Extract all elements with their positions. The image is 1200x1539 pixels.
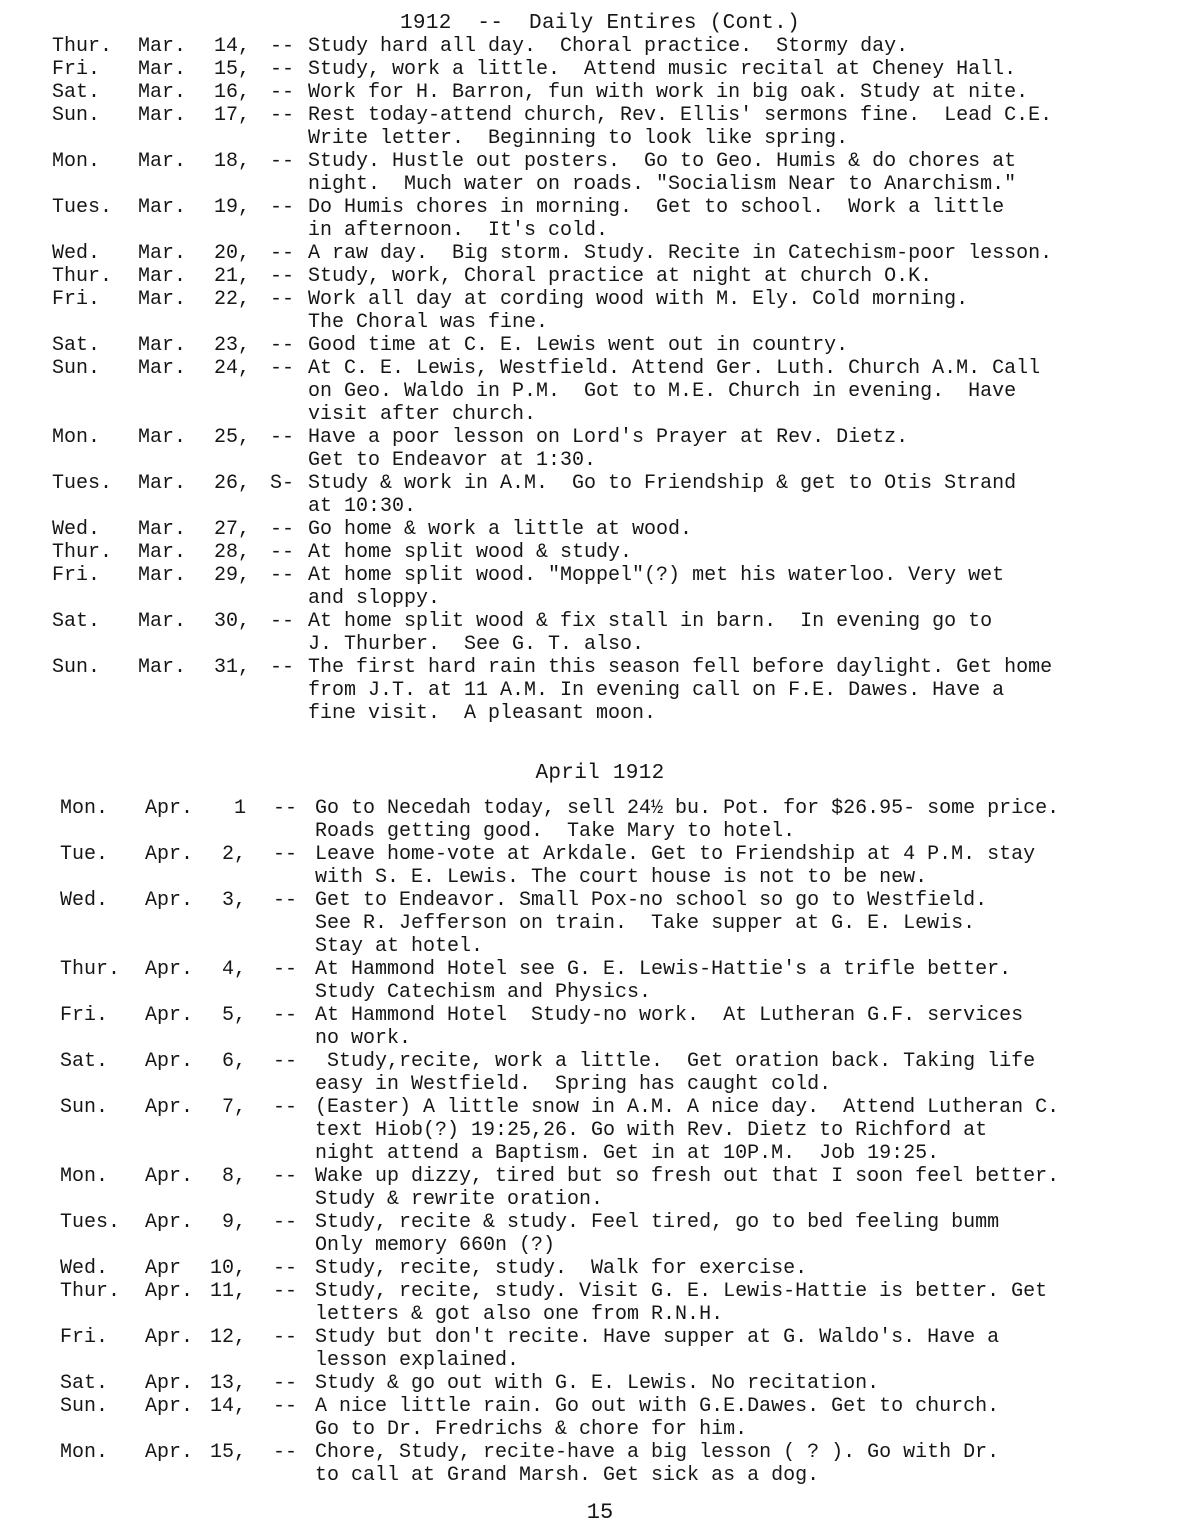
entry-day: Fri.: [52, 564, 101, 587]
page-number: 15: [586, 1500, 614, 1525]
entry-text-line: text Hiob(?) 19:25,26. Go with Rev. Dietz to Richford at: [315, 1119, 988, 1142]
entry-text: [308, 541, 1200, 564]
entry-text-line: Wake up dizzy, tired but so fresh out that I soon feel better.: [315, 1165, 1060, 1188]
entry-separator: --: [273, 958, 298, 981]
entry-text-line: from J.T. at 11 A.M. In evening call on F.E. Dawes. Have a: [308, 679, 1005, 702]
entry-month: Mar.: [138, 288, 187, 311]
entry-date: 20,: [213, 242, 250, 265]
diary-entry: [0, 1096, 1200, 1165]
entry-month: Mar.: [138, 564, 187, 587]
entry-month: Mar.: [138, 334, 187, 357]
entry-text-line: Study, recite, study. Visit G. E. Lewis-Hattie is better. Get: [315, 1280, 1048, 1303]
entry-separator: --: [273, 889, 298, 912]
entry-text-line: (Easter) A little snow in A.M. A nice day. Attend Lutheran C.: [315, 1096, 1060, 1119]
entry-text: [308, 35, 1200, 58]
entry-text-line: with S. E. Lewis. The court house is not to be new.: [315, 866, 928, 889]
entry-date: 22,: [213, 288, 250, 311]
entry-text-line: visit after church.: [308, 403, 537, 426]
entry-text-line: Only memory 660n (?): [315, 1234, 556, 1257]
entry-text-line: At home split wood & study.: [308, 541, 633, 564]
entry-month: Apr: [145, 1257, 182, 1280]
entry-separator: --: [270, 58, 295, 81]
entry-separator: --: [273, 1211, 298, 1234]
diary-entry: [0, 1211, 1200, 1257]
entry-month: Mar.: [138, 104, 187, 127]
entry-text: [315, 843, 1200, 889]
diary-entry: [0, 1441, 1200, 1487]
entry-separator: --: [270, 35, 295, 58]
entry-text-line: Go home & work a little at wood.: [308, 518, 693, 541]
entry-separator: --: [270, 656, 295, 679]
entry-day: Sun.: [52, 104, 101, 127]
diary-entry: [0, 357, 1200, 426]
diary-entry: [0, 35, 1200, 58]
entry-text: [315, 1096, 1200, 1165]
entry-month: Mar.: [138, 35, 187, 58]
entry-day: Mon.: [60, 1165, 109, 1188]
entry-separator: --: [273, 1395, 298, 1418]
entry-separator: S-: [270, 472, 295, 495]
entry-day: Sat.: [60, 1372, 109, 1395]
entry-text-line: fine visit. A pleasant moon.: [308, 702, 657, 725]
entry-month: Apr.: [145, 889, 194, 912]
diary-entry: [0, 334, 1200, 357]
entry-text: [315, 1050, 1200, 1096]
march-heading: 1912 -- Daily Entires (Cont.): [400, 12, 800, 35]
entry-date: 19,: [213, 196, 250, 219]
entry-month: Mar.: [138, 541, 187, 564]
entry-date: 8,: [221, 1165, 246, 1188]
entry-separator: --: [270, 104, 295, 127]
entry-separator: --: [270, 357, 295, 380]
entry-month: Apr.: [145, 1165, 194, 1188]
entry-date: 5,: [221, 1004, 246, 1027]
entry-day: Tues.: [52, 472, 113, 495]
entry-text-line: Roads getting good. Take Mary to hotel.: [315, 820, 796, 843]
diary-entry: [0, 1257, 1200, 1280]
entry-text: [308, 357, 1200, 426]
diary-entry: [0, 889, 1200, 958]
diary-entry: [0, 1326, 1200, 1372]
entry-separator: --: [270, 541, 295, 564]
entry-day: Wed.: [52, 242, 101, 265]
entry-text-line: Leave home-vote at Arkdale. Get to Friendship at 4 P.M. stay: [315, 843, 1036, 866]
entry-text-line: and sloppy.: [308, 587, 441, 610]
entry-month: Mar.: [138, 196, 187, 219]
entry-day: Sat.: [52, 81, 101, 104]
entry-text-line: Study, recite & study. Feel tired, go to bed feeling bumm: [315, 1211, 1000, 1234]
entry-day: Sun.: [52, 357, 101, 380]
entry-date: 25,: [213, 426, 250, 449]
diary-entry: [0, 265, 1200, 288]
entry-text-line: Study hard all day. Choral practice. Stormy day.: [308, 35, 909, 58]
entry-separator: --: [270, 242, 295, 265]
entry-day: Sat.: [60, 1050, 109, 1073]
entry-day: Thur.: [60, 1280, 121, 1303]
entry-separator: --: [270, 150, 295, 173]
entry-date: 15,: [209, 1441, 246, 1464]
entry-text-line: Study & work in A.M. Go to Friendship & get to Otis Strand: [308, 472, 1017, 495]
entry-text-line: Study, work a little. Attend music recital at Cheney Hall.: [308, 58, 1017, 81]
entry-separator: --: [273, 843, 298, 866]
entry-separator: --: [270, 265, 295, 288]
entry-day: Thur.: [60, 958, 121, 981]
entry-separator: --: [273, 1257, 298, 1280]
entry-date: 14,: [213, 35, 250, 58]
entry-text-line: A nice little rain. Go out with G.E.Dawes. Get to church.: [315, 1395, 1000, 1418]
entry-day: Thur.: [52, 541, 113, 564]
entry-month: Mar.: [138, 472, 187, 495]
entry-separator: --: [273, 1326, 298, 1349]
entry-separator: --: [273, 797, 298, 820]
entry-text-line: Have a poor lesson on Lord's Prayer at Rev. Dietz.: [308, 426, 909, 449]
diary-entry: [0, 242, 1200, 265]
entry-date: 24,: [213, 357, 250, 380]
entry-date: 4,: [221, 958, 246, 981]
entry-date: 26,: [213, 472, 250, 495]
diary-entry: [0, 518, 1200, 541]
entry-text-line: Study,recite, work a little. Get oration back. Taking life: [315, 1050, 1036, 1073]
entry-text: [308, 265, 1200, 288]
entry-month: Mar.: [138, 610, 187, 633]
entry-separator: --: [273, 1372, 298, 1395]
entry-separator: --: [270, 196, 295, 219]
entry-text-line: night. Much water on roads. "Socialism Near to Anarchism.": [308, 173, 1017, 196]
entry-separator: --: [270, 288, 295, 311]
entry-text-line: Work for H. Barron, fun with work in big oak. Study at nite.: [308, 81, 1029, 104]
entry-separator: --: [270, 564, 295, 587]
entry-text-line: See R. Jefferson on train. Take supper at G. E. Lewis.: [315, 912, 976, 935]
entry-text-line: Stay at hotel.: [315, 935, 484, 958]
entry-text-line: letters & got also one from R.N.H.: [315, 1303, 724, 1326]
entry-text: [315, 1395, 1200, 1441]
entry-text-line: to call at Grand Marsh. Get sick as a dog.: [315, 1464, 820, 1487]
entry-text-line: night attend a Baptism. Get in at 10P.M. Job 19:25.: [315, 1142, 940, 1165]
entry-text-line: Get to Endeavor. Small Pox-no school so go to Westfield.: [315, 889, 988, 912]
entry-day: Fri.: [52, 288, 101, 311]
entry-text: [315, 1211, 1200, 1257]
entry-text-line: A raw day. Big storm. Study. Recite in Catechism-poor lesson.: [308, 242, 1053, 265]
entry-month: Mar.: [138, 357, 187, 380]
entry-text: [315, 1326, 1200, 1372]
entry-text-line: Rest today-attend church, Rev. Ellis' sermons fine. Lead C.E.: [308, 104, 1053, 127]
entry-month: Apr.: [145, 1004, 194, 1027]
entry-separator: --: [270, 518, 295, 541]
entry-text-line: Study & go out with G. E. Lewis. No recitation.: [315, 1372, 880, 1395]
entry-day: Mon.: [52, 426, 101, 449]
entry-date: 16,: [213, 81, 250, 104]
entry-month: Mar.: [138, 81, 187, 104]
entry-date: 12,: [209, 1326, 246, 1349]
entry-text-line: Go to Necedah today, sell 24½ bu. Pot. for $26.95- some price.: [315, 797, 1060, 820]
entry-text: [315, 1441, 1200, 1487]
diary-entry: [0, 288, 1200, 334]
entry-day: Fri.: [52, 58, 101, 81]
entry-text: [308, 656, 1200, 725]
entry-text-line: The first hard rain this season fell before daylight. Get home: [308, 656, 1053, 679]
entry-day: Wed.: [60, 889, 109, 912]
entry-text-line: easy in Westfield. Spring has caught cold.: [315, 1073, 832, 1096]
diary-entry: [0, 1004, 1200, 1050]
entry-text-line: Good time at C. E. Lewis went out in country.: [308, 334, 849, 357]
diary-entry: [0, 656, 1200, 725]
entry-day: Mon.: [60, 797, 109, 820]
entry-date: 14,: [209, 1395, 246, 1418]
entry-text-line: no work.: [315, 1027, 412, 1050]
entry-text-line: Do Humis chores in morning. Get to school. Work a little: [308, 196, 1005, 219]
entry-text: [315, 889, 1200, 958]
entry-text: [308, 564, 1200, 610]
entry-text: [308, 58, 1200, 81]
entry-text-line: The Choral was fine.: [308, 311, 549, 334]
entry-month: Mar.: [138, 58, 187, 81]
entry-date: 21,: [213, 265, 250, 288]
entry-text-line: At home split wood & fix stall in barn. In evening go to: [308, 610, 993, 633]
entry-date: 11,: [209, 1280, 246, 1303]
entry-date: 3,: [221, 889, 246, 912]
march-entries: [0, 35, 1200, 725]
entry-text: [308, 242, 1200, 265]
entry-text-line: At home split wood. "Moppel"(?) met his waterloo. Very wet: [308, 564, 1005, 587]
entry-separator: --: [273, 1096, 298, 1119]
entry-month: Mar.: [138, 426, 187, 449]
entry-date: 1: [233, 797, 246, 820]
entry-date: 29,: [213, 564, 250, 587]
entry-month: Mar.: [138, 265, 187, 288]
diary-entry: [0, 472, 1200, 518]
entry-day: Mon.: [60, 1441, 109, 1464]
entry-separator: --: [273, 1280, 298, 1303]
entry-text: [308, 288, 1200, 334]
diary-entry: [0, 1050, 1200, 1096]
entry-month: Apr.: [145, 1050, 194, 1073]
entry-day: Tues.: [60, 1211, 121, 1234]
entry-day: Fri.: [60, 1004, 109, 1027]
entry-month: Apr.: [145, 1372, 194, 1395]
entry-month: Apr.: [145, 843, 194, 866]
entry-text-line: At C. E. Lewis, Westfield. Attend Ger. Luth. Church A.M. Call: [308, 357, 1041, 380]
entry-text: [308, 610, 1200, 656]
diary-entry: [0, 541, 1200, 564]
entry-month: Apr.: [145, 1096, 194, 1119]
entry-text: [308, 334, 1200, 357]
entry-day: Wed.: [60, 1257, 109, 1280]
diary-entry: [0, 797, 1200, 843]
entry-text: [308, 196, 1200, 242]
entry-text-line: J. Thurber. See G. T. also.: [308, 633, 645, 656]
entry-text-line: lesson explained.: [315, 1349, 520, 1372]
diary-entry: [0, 564, 1200, 610]
entry-month: Apr.: [145, 1326, 194, 1349]
entry-text: [308, 150, 1200, 196]
entry-text-line: At Hammond Hotel see G. E. Lewis-Hattie's a trifle better.: [315, 958, 1012, 981]
diary-entry: [0, 610, 1200, 656]
entry-separator: --: [270, 334, 295, 357]
entry-month: Apr.: [145, 1441, 194, 1464]
entry-text: [308, 472, 1200, 518]
entry-text-line: Work all day at cording wood with M. Ely. Cold morning.: [308, 288, 969, 311]
entry-month: Mar.: [138, 518, 187, 541]
entry-day: Tue.: [60, 843, 109, 866]
entry-separator: --: [270, 426, 295, 449]
entry-date: 30,: [213, 610, 250, 633]
entry-date: 6,: [221, 1050, 246, 1073]
entry-text-line: on Geo. Waldo in P.M. Got to M.E. Church in evening. Have: [308, 380, 1017, 403]
entry-date: 31,: [213, 656, 250, 679]
diary-entry: [0, 58, 1200, 81]
entry-day: Sat.: [52, 334, 101, 357]
diary-entry: [0, 196, 1200, 242]
entry-text-line: Study & rewrite oration.: [315, 1188, 604, 1211]
entry-separator: --: [273, 1441, 298, 1464]
entry-day: Fri.: [60, 1326, 109, 1349]
entry-text-line: Study, recite, study. Walk for exercise.: [315, 1257, 808, 1280]
entry-day: Sun.: [60, 1096, 109, 1119]
entry-month: Mar.: [138, 150, 187, 173]
april-heading: April 1912: [535, 762, 665, 785]
entry-day: Tues.: [52, 196, 113, 219]
entry-text-line: in afternoon. It's cold.: [308, 219, 609, 242]
entry-text-line: Go to Dr. Fredrichs & chore for him.: [315, 1418, 748, 1441]
entry-day: Wed.: [52, 518, 101, 541]
diary-entry: [0, 150, 1200, 196]
entry-text-line: Study Catechism and Physics.: [315, 981, 652, 1004]
diary-entry: [0, 1372, 1200, 1395]
diary-entry: [0, 81, 1200, 104]
entry-text-line: Study. Hustle out posters. Go to Geo. Humis & do chores at: [308, 150, 1017, 173]
diary-entry: [0, 1165, 1200, 1211]
entry-text-line: Study but don't recite. Have supper at G. Waldo's. Have a: [315, 1326, 1000, 1349]
entry-text: [315, 1280, 1200, 1326]
diary-entry: [0, 426, 1200, 472]
entry-text: [308, 81, 1200, 104]
entry-date: 2,: [221, 843, 246, 866]
entry-separator: --: [270, 81, 295, 104]
entry-text: [315, 1165, 1200, 1211]
entry-date: 18,: [213, 150, 250, 173]
entry-text: [308, 426, 1200, 472]
entry-text-line: Chore, Study, recite-have a big lesson ( ? ). Go with Dr.: [315, 1441, 1000, 1464]
entry-text: [315, 1004, 1200, 1050]
entry-text: [308, 104, 1200, 150]
entry-date: 15,: [213, 58, 250, 81]
entry-day: Sun.: [52, 656, 101, 679]
entry-separator: --: [273, 1004, 298, 1027]
entry-text-line: At Hammond Hotel Study-no work. At Lutheran G.F. services: [315, 1004, 1024, 1027]
entry-date: 9,: [221, 1211, 246, 1234]
entry-month: Apr.: [145, 1280, 194, 1303]
entry-day: Thur.: [52, 35, 113, 58]
diary-entry: [0, 958, 1200, 1004]
entry-day: Sun.: [60, 1395, 109, 1418]
entry-month: Mar.: [138, 242, 187, 265]
entry-day: Thur.: [52, 265, 113, 288]
entry-date: 28,: [213, 541, 250, 564]
entry-text: [315, 1257, 1200, 1280]
entry-month: Apr.: [145, 1395, 194, 1418]
entry-text: [308, 518, 1200, 541]
entry-day: Mon.: [52, 150, 101, 173]
diary-entry: [0, 1280, 1200, 1326]
diary-entry: [0, 1395, 1200, 1441]
entry-text: [315, 958, 1200, 1004]
april-entries: [0, 797, 1200, 1487]
entry-date: 7,: [221, 1096, 246, 1119]
entry-month: Apr.: [145, 958, 194, 981]
entry-date: 13,: [209, 1372, 246, 1395]
entry-text-line: at 10:30.: [308, 495, 417, 518]
entry-text-line: Study, work, Choral practice at night at church O.K.: [308, 265, 933, 288]
entry-month: Apr.: [145, 797, 194, 820]
entry-text-line: Get to Endeavor at 1:30.: [308, 449, 597, 472]
diary-entry: [0, 843, 1200, 889]
entry-month: Mar.: [138, 656, 187, 679]
entry-date: 10,: [209, 1257, 246, 1280]
entry-separator: --: [273, 1050, 298, 1073]
entry-text: [315, 797, 1200, 843]
entry-separator: --: [270, 610, 295, 633]
entry-date: 23,: [213, 334, 250, 357]
entry-separator: --: [273, 1165, 298, 1188]
entry-text: [315, 1372, 1200, 1395]
entry-day: Sat.: [52, 610, 101, 633]
entry-month: Apr.: [145, 1211, 194, 1234]
entry-date: 27,: [213, 518, 250, 541]
entry-text-line: Write letter. Beginning to look like spring.: [308, 127, 849, 150]
diary-entry: [0, 104, 1200, 150]
entry-date: 17,: [213, 104, 250, 127]
